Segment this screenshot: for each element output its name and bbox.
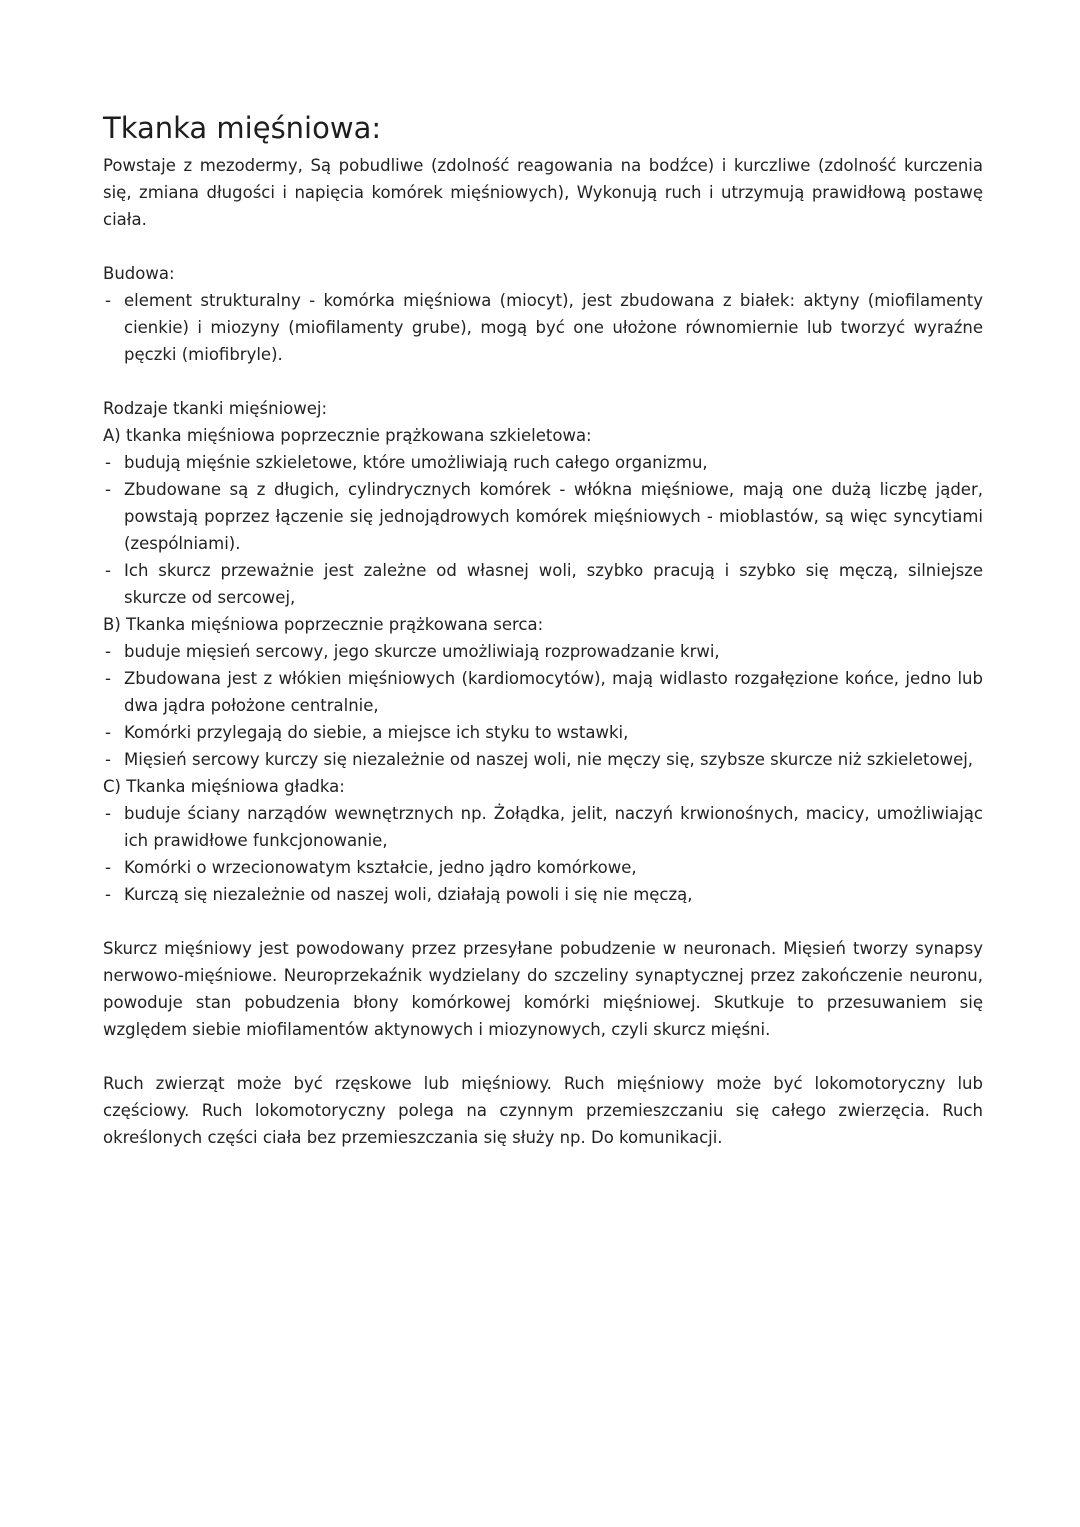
- page-title: Tkanka mięśniowa:: [103, 111, 382, 145]
- section-b-item: - Mięsień sercowy kurczy się niezależnie od naszej woli, nie męczy się, szybsze skurcze niż szkieletowej,: [103, 746, 983, 773]
- section-b-item: - Zbudowana jest z włókien mięśniowych (kardiomocytów), mają widlasto rozgałęzione końce, jedno lub dwa jądra położone centralnie,: [103, 665, 983, 719]
- section-c-label: C) Tkanka mięśniowa gładka:: [103, 777, 345, 796]
- section-c-item: - Kurczą się niezależnie od naszej woli, działają powoli i się nie męczą,: [103, 881, 983, 908]
- section-b-item: - buduje mięsień sercowy, jego skurcze umożliwiają rozprowadzanie krwi,: [103, 638, 983, 665]
- rodzaje-heading: Rodzaje tkanki mięśniowej:: [103, 399, 328, 418]
- section-c-item: - buduje ściany narządów wewnętrznych np. Żołądka, jelit, naczyń krwionośnych, macicy, umożliwiając ich prawidłowe funkcjonowanie,: [103, 800, 983, 854]
- spacer: [103, 233, 983, 260]
- section-a-item: - Zbudowane są z długich, cylindrycznych komórek - włókna mięśniowe, mają one dużą liczbę jąder, powstają poprzez łączenie się jednojądrowych komórek mięśniowych - mioblastów, są więc syncytiami (zespólniami).: [103, 476, 983, 557]
- intro-paragraph: Powstaje z mezodermy, Są pobudliwe (zdolność reagowania na bodźce) i kurczliwe (zdolność kurczenia się, zmiana długości i napięcia komórek mięśniowych), Wykonują ruch i utrzymują prawidłową postawę ciała.: [103, 156, 983, 229]
- section-c-item: - Komórki o wrzecionowatym kształcie, jedno jądro komórkowe,: [103, 854, 983, 881]
- skurcz-paragraph: Skurcz mięśniowy jest powodowany przez przesyłane pobudzenie w neuronach. Mięsień tworzy synapsy nerwowo-mięśniowe. Neuroprzekaźnik wydzielany do szczeliny synaptycznej przez zakończenie neuronu, powoduje stan pobudzenia błony komórkowej komórki mięśniowej. Skutkuje to przesuwaniem się względem siebie miofilamentów aktynowych i miozynowych, czyli skurcz mięśni.: [103, 939, 983, 1039]
- section-b-item: - Komórki przylegają do siebie, a miejsce ich styku to wstawki,: [103, 719, 983, 746]
- spacer: [103, 1043, 983, 1070]
- section-a-label: A) tkanka mięśniowa poprzecznie prążkowana szkieletowa:: [103, 426, 592, 445]
- section-a-item: - budują mięśnie szkieletowe, które umożliwiają ruch całego organizmu,: [103, 449, 983, 476]
- budowa-list-item: - element strukturalny - komórka mięśniowa (miocyt), jest zbudowana z białek: aktyny (miofilamenty cienkie) i miozyny (miofilamenty grube), mogą być one ułożone równomiernie lub tworzyć wyraźne pęczki (miofibryle).: [103, 287, 983, 368]
- spacer: [103, 908, 983, 935]
- spacer: [103, 368, 983, 395]
- budowa-heading: Budowa:: [103, 264, 175, 283]
- section-a-item: - Ich skurcz przeważnie jest zależne od własnej woli, szybko pracują i szybko się męczą, silniejsze skurcze od sercowej,: [103, 557, 983, 611]
- section-b-label: B) Tkanka mięśniowa poprzecznie prążkowana serca:: [103, 615, 544, 634]
- document-page: [103, 108, 983, 1151]
- ruch-paragraph: Ruch zwierząt może być rzęskowe lub mięśniowy. Ruch mięśniowy może być lokomotoryczny lub częściowy. Ruch lokomotoryczny polega na czynnym przemieszczaniu się całego zwierzęcia. Ruch określonych części ciała bez przemieszczania się służy np. Do komunikacji.: [103, 1074, 983, 1147]
